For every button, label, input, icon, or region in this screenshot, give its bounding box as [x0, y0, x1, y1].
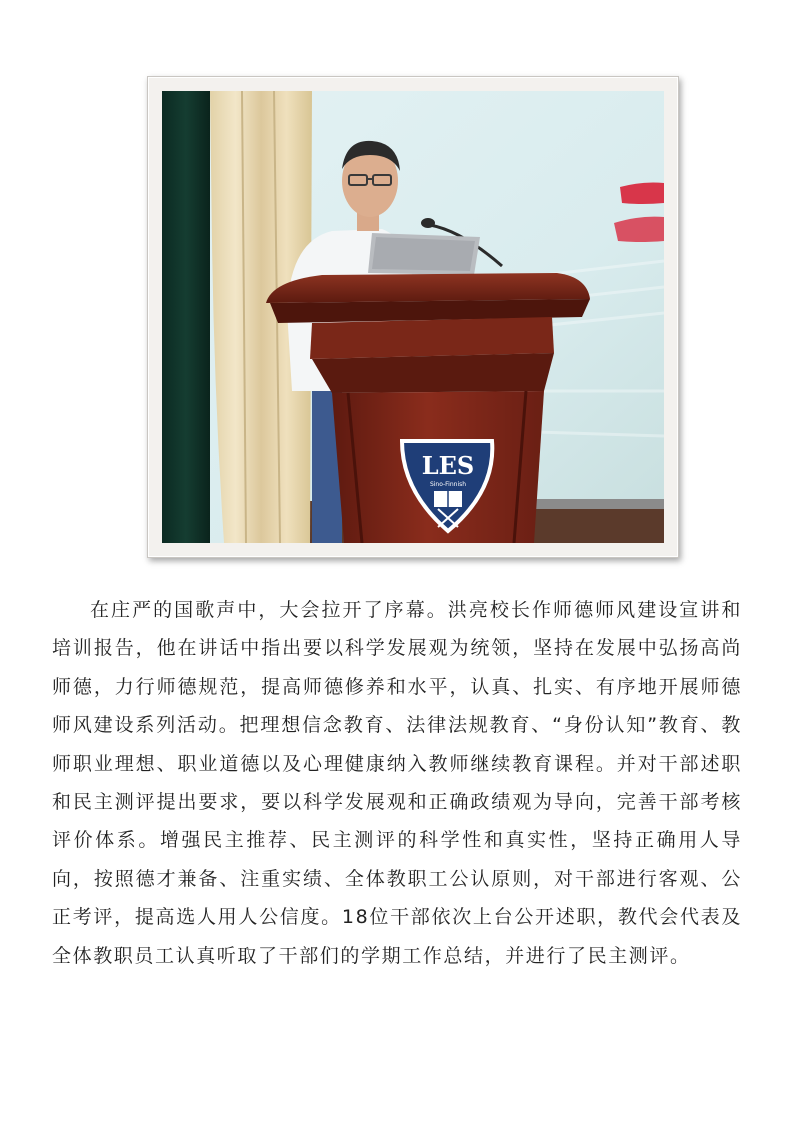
speech-photo	[162, 91, 664, 543]
logo-text: LES	[421, 451, 475, 480]
logo-subtext: Sino-Finnish	[429, 481, 467, 488]
article-paragraph: 在庄严的国歌声中，大会拉开了序幕。洪亮校长作师德师风建设宣讲和培训报告，他在讲话中指出要以科学发展观为统领，坚持在发展中弘扬高尚师德，力行师德规范，提高师德修养和水平，认真、扎实、有序地开展师德师风建设系列活动。把理想信念教育、法律法规教育、“身份认知”教育、教师职业理想、职业道德以及心理健康纳入教师继续教育课程。并对干部述职和民主测评提出要求，要以科学发展观和正确政绩观为导向，完善干部考核评价体系。增强民主推荐、民主测评的科学性和真实性，坚持正确用人导向，按照德才兼备、注重实绩、全体教职工公认原则，对干部进行客观、公正考评，提高选人用人公信度。18位干部依次上台公开述职，教代会代表及全体教职员工认真听取了干部们的学期工作总结，并进行了民主测评。	[52, 599, 742, 967]
photo-frame	[147, 76, 679, 558]
speaker-at-podium-illustration	[162, 91, 664, 543]
